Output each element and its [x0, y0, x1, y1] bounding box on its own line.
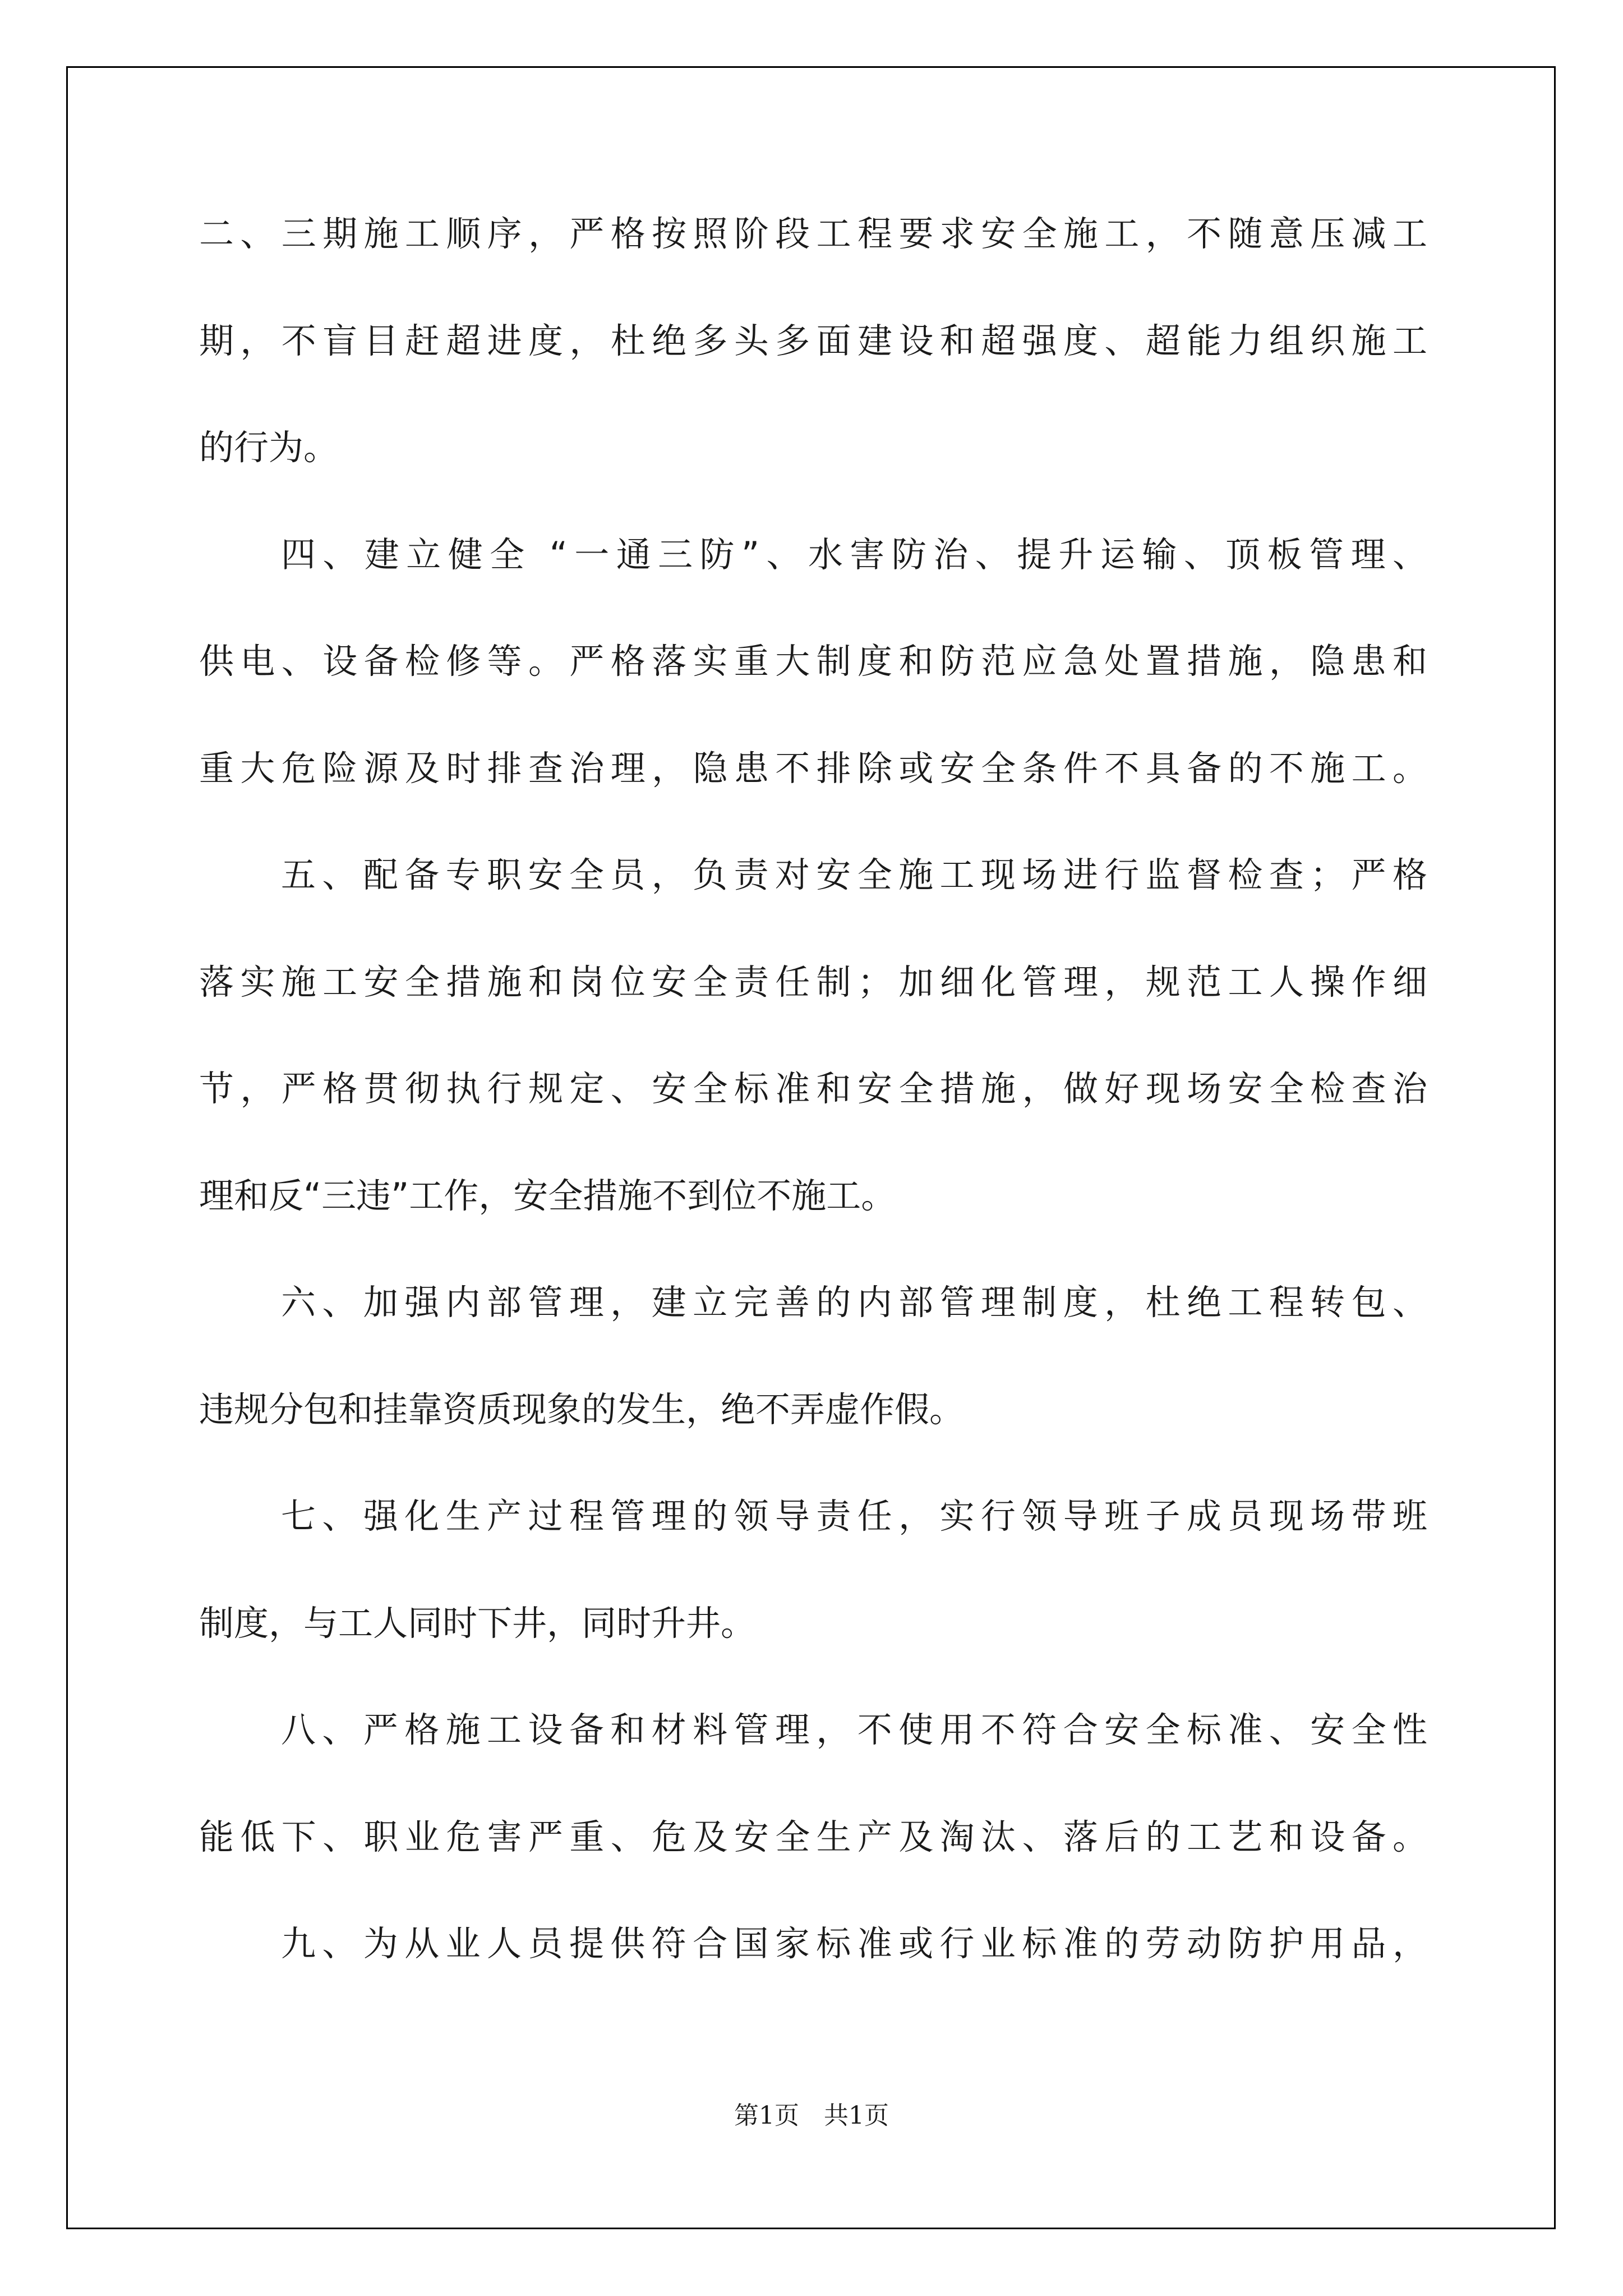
paragraph-line: 违规分包和挂靠资质现象的发生，绝不弄虚作假。 — [199, 1388, 965, 1430]
paragraph-line: 理和反“三违”工作，安全措施不到位不施工。 — [199, 1175, 896, 1216]
paragraph-line: 四、建立健全 “一通三防”、水害防治、提升运输、顶板管理、 — [281, 533, 1427, 575]
paragraph-line: 九、为从业人员提供符合国家标准或行业标准的劳动防护用品， — [281, 1923, 1427, 1964]
paragraph-line: 重大危险源及时排查治理，隐患不排除或安全条件不具备的不施工。 — [199, 747, 1427, 789]
paragraph-line: 八、严格施工设备和材料管理，不使用不符合安全标准、安全性 — [281, 1709, 1427, 1750]
paragraph-line: 节，严格贯彻执行规定、安全标准和安全措施，做好现场安全检查治 — [199, 1068, 1427, 1109]
document-body — [199, 208, 1427, 2024]
paragraph-line: 五、配备专职安全员，负责对安全施工现场进行监督检查；严格 — [281, 854, 1427, 895]
paragraph-line: 期，不盲目赶超进度，杜绝多头多面建设和超强度、超能力组织施工 — [199, 320, 1427, 361]
page-footer: 第1页 共1页 — [734, 2101, 889, 2130]
paragraph-line: 的行为。 — [199, 427, 339, 468]
paragraph-line: 能低下、职业危害严重、危及安全生产及淘汰、落后的工艺和设备。 — [199, 1816, 1427, 1857]
paragraph-line: 六、加强内部管理，建立完善的内部管理制度，杜绝工程转包、 — [281, 1282, 1427, 1323]
paragraph-line: 七、强化生产过程管理的领导责任，实行领导班子成员现场带班 — [281, 1496, 1427, 1536]
paragraph-line: 制度，与工人同时下井，同时升井。 — [199, 1602, 756, 1644]
paragraph-line: 供电、设备检修等。严格落实重大制度和防范应急处置措施，隐患和 — [199, 641, 1427, 682]
paragraph-line: 落实施工安全措施和岗位安全责任制；加细化管理，规范工人操作细 — [199, 961, 1427, 1002]
paragraph-line: 二、三期施工顺序，严格按照阶段工程要求安全施工，不随意压减工 — [199, 213, 1427, 254]
